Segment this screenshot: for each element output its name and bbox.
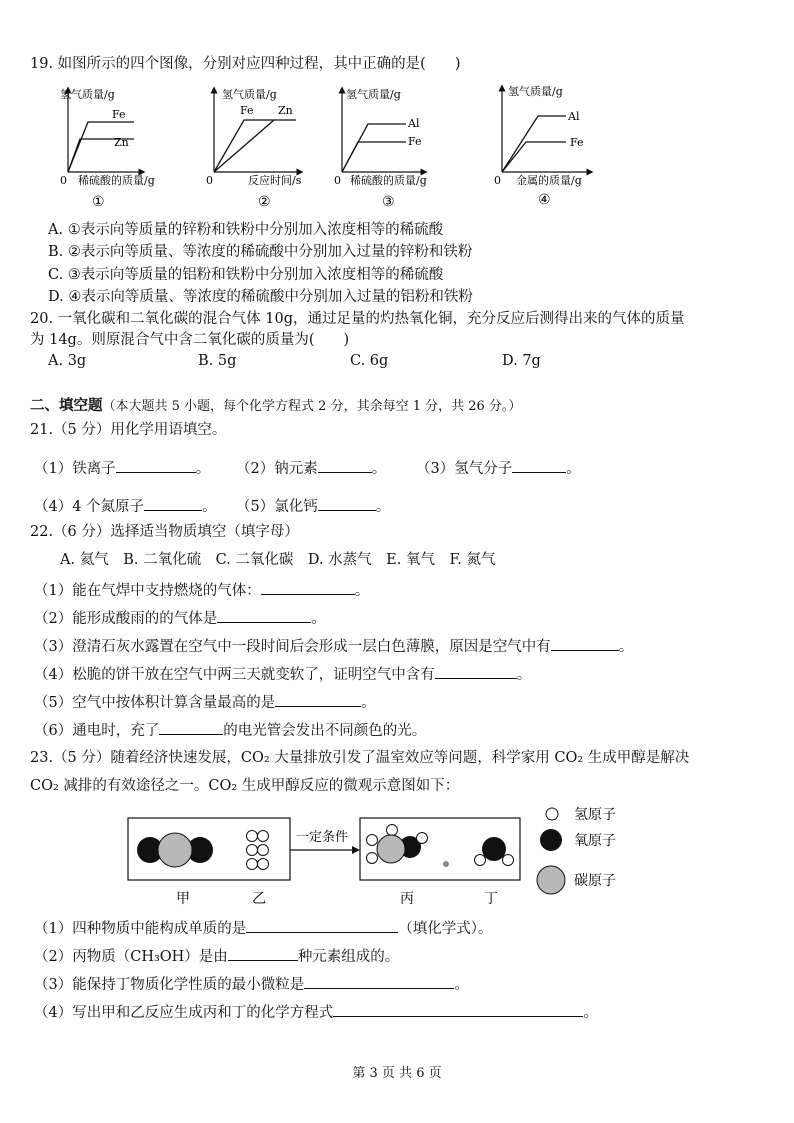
q23-item-3: （3）能保持丁物质化学性质的最小微粒是 。: [34, 974, 469, 995]
q23-line1: 23.（5 分）随着经济快速发展，CO₂ 大量排放引发了温室效应等问题，科学家用 CO₂ 生成甲醇是解决: [30, 750, 690, 766]
answer-blank[interactable]: [318, 496, 376, 511]
answer-blank[interactable]: [159, 720, 223, 735]
graph-4: [494, 84, 590, 208]
answer-blank[interactable]: [246, 918, 398, 933]
graph2-number: ②: [258, 194, 271, 210]
answer-blank[interactable]: [512, 458, 566, 473]
answer-blank[interactable]: [304, 974, 454, 989]
q20-line2: 为 14g。则原混合气中含二氧化碳的质量为( ): [30, 332, 350, 348]
section-title: 二、填空题: [30, 397, 103, 414]
graph2-xlabel: 反应时间/s: [248, 174, 302, 187]
graph3-series-2: Fe: [408, 135, 422, 148]
graph3-ylabel: 氢气质量/g: [346, 88, 401, 101]
legend-hydrogen: 氢原子: [574, 807, 616, 823]
answer-blank[interactable]: [551, 636, 619, 651]
label-bing: 丙: [400, 891, 414, 907]
q19-stem: 19. 如图所示的四个图像，分别对应四种过程，其中正确的是( ): [30, 56, 461, 72]
q21-item-3: （3）氢气分子 。: [416, 458, 581, 479]
graph2-ylabel: 氢气质量/g: [222, 88, 277, 101]
q20-option-a: A. 3g: [48, 353, 87, 369]
label-jia: 甲: [176, 891, 190, 907]
graph1-series-2: Zn: [114, 136, 129, 149]
oxygen-atom: [482, 837, 506, 861]
q22-item-5: （5）空气中按体积计算含量最高的是 。: [34, 692, 376, 713]
q22-item-3: （3）澄清石灰水露置在空气中一段时间后会形成一层白色薄膜，原因是空气中有 。: [34, 636, 633, 657]
graph-1: [60, 87, 155, 210]
q21-item-4: （4）4 个氮原子 。: [34, 496, 217, 517]
label-ding: 丁: [484, 891, 498, 907]
q20-line1: 20. 一氧化碳和二氧化碳的混合气体 10g，通过足量的灼热氧化铜，充分反应后测得出来的气体的质量: [30, 311, 685, 327]
carbon-atom: [377, 835, 405, 863]
graph1-series-1: Fe: [112, 108, 126, 121]
graph2-series-2: Zn: [278, 104, 293, 117]
graph3-number: ③: [382, 194, 395, 210]
q22-choices: A. 氦气 B. 二氧化硫 C. 二氧化碳 D. 水蒸气 E. 氧气 F. 氮气: [60, 552, 496, 568]
reaction-diagram: [0, 800, 794, 910]
section-heading: [30, 396, 521, 417]
graph4-ylabel: 氢气质量/g: [508, 85, 563, 98]
water-molecule: [475, 837, 514, 866]
q20-option-c: C. 6g: [350, 353, 389, 369]
legend-carbon: 碳原子: [574, 873, 616, 889]
q20-option-d: D. 7g: [502, 353, 541, 369]
q23-item-2: （2）丙物质（CH₃OH）是由 种元素组成的。: [34, 946, 399, 967]
graph2-origin: 0: [206, 174, 213, 187]
graph4-series-1: Al: [568, 110, 580, 123]
answer-blank[interactable]: [318, 458, 372, 473]
q20-option-b: B. 5g: [198, 353, 237, 369]
answer-blank[interactable]: [333, 1002, 583, 1017]
q19-option-c: C. ③表示向等质量的铝粉和铁粉中分别加入浓度相等的稀硫酸: [48, 267, 444, 283]
answer-blank[interactable]: [435, 664, 517, 679]
graph3-xlabel: 稀硫酸的质量/g: [350, 174, 427, 187]
graph4-series-2: Fe: [570, 136, 584, 149]
q21-item-1: （1）铁离子 。: [34, 458, 210, 479]
graph3-series-1: Al: [408, 117, 420, 130]
graph1-ylabel: 氢气质量/g: [60, 88, 115, 101]
answer-blank[interactable]: [275, 692, 361, 707]
q22-stem: 22.（6 分）选择适当物质填空（填字母）: [30, 524, 299, 540]
h2-molecules: [247, 831, 269, 870]
answer-blank[interactable]: [217, 608, 311, 623]
label-yi: 乙: [252, 891, 266, 907]
q22-item-4: （4）松脆的饼干放在空气中两三天就变软了，证明空气中含有 。: [34, 664, 531, 685]
legend-oxygen: 氧原子: [574, 833, 616, 849]
q21-item-5: （5）氯化钙 。: [236, 496, 390, 517]
graph4-number: ④: [538, 192, 551, 208]
carbon-atom: [158, 833, 192, 867]
graph4-xlabel: 金属的质量/g: [516, 174, 582, 187]
q22-item-6: （6）通电时，充了 的电光管会发出不同颜色的光。: [34, 720, 426, 741]
section-note: （本大题共 5 小题，每个化学方程式 2 分，其余每空 1 分，共 26 分。）: [102, 399, 522, 414]
graph1-xlabel: 稀硫酸的质量/g: [78, 174, 155, 187]
graph1-origin: 0: [60, 174, 67, 187]
q22-item-1: （1）能在气焊中支持燃烧的气体： 。: [34, 580, 369, 601]
q21-stem: 21.（5 分）用化学用语填空。: [30, 422, 227, 438]
q23-item-4: （4）写出甲和乙反应生成丙和丁的化学方程式 。: [34, 1002, 598, 1023]
q19-option-a: A. ①表示向等质量的锌粉和铁粉中分别加入浓度相等的稀硫酸: [48, 222, 444, 238]
graph4-origin: 0: [494, 174, 501, 187]
graph-2: [206, 87, 302, 210]
methanol-molecule: [367, 825, 428, 864]
graph-3: [334, 87, 427, 210]
arrow-label: 一定条件: [296, 830, 349, 845]
page-footer: 第 3 页 共 6 页: [352, 1066, 442, 1081]
atom-legend: [537, 807, 616, 894]
graph1-number: ①: [92, 194, 105, 210]
answer-blank[interactable]: [261, 580, 355, 595]
q21-item-2: （2）钠元素 。: [236, 458, 386, 479]
answer-blank[interactable]: [228, 946, 298, 961]
q22-item-2: （2）能形成酸雨的的气体是 。: [34, 608, 326, 629]
graph2-series-1: Fe: [240, 104, 254, 117]
answer-blank[interactable]: [144, 496, 202, 511]
q19-option-b: B. ②表示向等质量、等浓度的稀硫酸中分别加入过量的锌粉和铁粉: [48, 244, 473, 260]
q23-item-1: （1）四种物质中能构成单质的是 （填化学式）。: [34, 918, 492, 939]
graph3-origin: 0: [334, 174, 341, 187]
co2-molecule: [137, 833, 213, 867]
q23-line2: CO₂ 减排的有效途径之一。CO₂ 生成甲醇反应的微观示意图如下：: [30, 778, 460, 794]
q19-option-d: D. ④表示向等质量、等浓度的稀硫酸中分别加入过量的铝粉和铁粉: [48, 289, 473, 305]
answer-blank[interactable]: [116, 458, 196, 473]
